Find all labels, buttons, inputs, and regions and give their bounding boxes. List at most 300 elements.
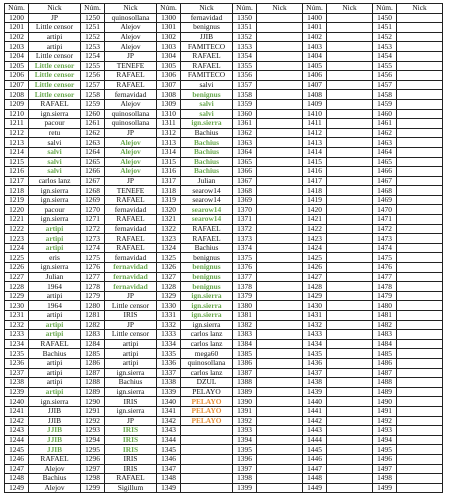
number-cell: 1335	[157, 349, 181, 359]
nick-cell	[257, 435, 303, 445]
number-cell: 1247	[5, 464, 29, 474]
number-cell: 1255	[81, 61, 105, 71]
nick-cell: Little censor	[29, 61, 81, 71]
number-cell: 1275	[81, 253, 105, 263]
nick-cell	[257, 349, 303, 359]
nick-cell: JP	[105, 51, 157, 61]
nick-cell	[327, 128, 373, 138]
nick-cell	[327, 109, 373, 119]
table-row	[5, 167, 443, 177]
number-cell: 1217	[5, 176, 29, 186]
nick-cell	[397, 13, 443, 23]
number-cell: 1457	[373, 80, 397, 90]
table-row	[5, 71, 443, 81]
nick-cell	[327, 32, 373, 42]
nick-cell	[257, 224, 303, 234]
table-row	[5, 263, 443, 273]
nick-cell	[397, 253, 443, 263]
nick-cell: Bachius	[29, 474, 81, 484]
number-cell: 1485	[373, 349, 397, 359]
nick-cell	[327, 119, 373, 129]
number-cell: 1388	[233, 378, 257, 388]
nick-cell: RAFAEL	[29, 454, 81, 464]
nick-cell: artipi	[29, 224, 81, 234]
nick-cell: salvi	[29, 138, 81, 148]
number-cell: 1332	[157, 320, 181, 330]
number-cell: 1349	[157, 483, 181, 493]
table-row	[5, 119, 443, 129]
table-row	[5, 282, 443, 292]
number-cell: 1479	[373, 291, 397, 301]
nick-cell	[257, 311, 303, 321]
number-cell: 1486	[373, 358, 397, 368]
nick-cell: IRIS	[105, 445, 157, 455]
number-cell: 1395	[233, 445, 257, 455]
nick-cell	[327, 167, 373, 177]
nick-cell: Alejov	[105, 23, 157, 33]
nick-cell: JJIB	[181, 32, 233, 42]
num-header: Núm.	[157, 4, 181, 14]
nick-cell	[327, 71, 373, 81]
nick-cell: ign.sierra	[29, 215, 81, 225]
number-cell: 1383	[233, 330, 257, 340]
number-cell: 1310	[157, 109, 181, 119]
number-cell: 1341	[157, 406, 181, 416]
number-cell: 1267	[81, 176, 105, 186]
number-cell: 1297	[81, 464, 105, 474]
number-cell: 1497	[373, 464, 397, 474]
nick-cell	[327, 358, 373, 368]
number-cell: 1262	[81, 128, 105, 138]
number-cell: 1404	[303, 51, 327, 61]
nick-cell: JJIB	[29, 406, 81, 416]
number-cell: 1442	[303, 416, 327, 426]
number-cell: 1437	[303, 368, 327, 378]
nick-cell: ign.sierra	[29, 397, 81, 407]
number-cell: 1259	[81, 99, 105, 109]
number-cell: 1414	[303, 147, 327, 157]
nick-cell: fernavidad	[105, 224, 157, 234]
number-cell: 1431	[303, 311, 327, 321]
nick-cell	[181, 474, 233, 484]
nick-cell	[397, 23, 443, 33]
number-cell: 1411	[303, 119, 327, 129]
nick-cell	[397, 51, 443, 61]
nick-cell: quinosollana	[105, 119, 157, 129]
nick-cell: Bachius	[181, 167, 233, 177]
number-cell: 1338	[157, 378, 181, 388]
table-row	[5, 157, 443, 167]
number-cell: 1215	[5, 157, 29, 167]
number-cell: 1480	[373, 301, 397, 311]
nick-cell	[257, 157, 303, 167]
number-cell: 1252	[81, 32, 105, 42]
number-cell: 1325	[157, 253, 181, 263]
number-cell: 1276	[81, 263, 105, 273]
nick-cell: Bachius	[29, 349, 81, 359]
number-cell: 1295	[81, 445, 105, 455]
number-cell: 1498	[373, 474, 397, 484]
nick-cell: ign.sierra	[105, 387, 157, 397]
nick-cell: pacour	[29, 119, 81, 129]
number-cell: 1416	[303, 167, 327, 177]
number-cell: 1410	[303, 109, 327, 119]
number-cell: 1269	[81, 195, 105, 205]
num-header: Núm.	[81, 4, 105, 14]
nick-cell	[327, 253, 373, 263]
table-row	[5, 224, 443, 234]
nick-cell: ign.sierra	[29, 195, 81, 205]
number-cell: 1386	[233, 358, 257, 368]
number-cell: 1499	[373, 483, 397, 493]
nick-cell: RAFAEL	[105, 234, 157, 244]
nick-cell: artipi	[29, 387, 81, 397]
number-cell: 1337	[157, 368, 181, 378]
nick-cell	[257, 13, 303, 23]
number-cell: 1345	[157, 445, 181, 455]
number-cell: 1239	[5, 387, 29, 397]
nick-cell: Alejov	[105, 167, 157, 177]
number-cell: 1242	[5, 416, 29, 426]
nick-cell: RAFAEL	[181, 224, 233, 234]
number-cell: 1224	[5, 243, 29, 253]
number-cell: 1246	[5, 454, 29, 464]
nick-cell: Alejov	[29, 464, 81, 474]
number-cell: 1261	[81, 119, 105, 129]
nick-cell: FAMITECO	[181, 71, 233, 81]
nick-cell	[257, 138, 303, 148]
number-cell: 1473	[373, 234, 397, 244]
nick-cell	[327, 406, 373, 416]
number-cell: 1438	[303, 378, 327, 388]
nick-cell: artipi	[29, 311, 81, 321]
number-cell: 1302	[157, 32, 181, 42]
nick-cell: PELAYO	[181, 416, 233, 426]
number-cell: 1413	[303, 138, 327, 148]
nick-cell	[397, 128, 443, 138]
number-cell: 1237	[5, 368, 29, 378]
number-cell: 1468	[373, 186, 397, 196]
number-cell: 1348	[157, 474, 181, 484]
number-cell: 1212	[5, 128, 29, 138]
table-row	[5, 358, 443, 368]
nick-cell	[257, 61, 303, 71]
table-row	[5, 147, 443, 157]
number-cell: 1292	[81, 416, 105, 426]
nick-cell: salvi	[181, 99, 233, 109]
nick-cell: fernavidad	[105, 263, 157, 273]
number-cell: 1209	[5, 99, 29, 109]
nick-cell: artipi	[29, 358, 81, 368]
nick-cell: ign.sierra	[181, 291, 233, 301]
number-cell: 1203	[5, 42, 29, 52]
number-cell: 1492	[373, 416, 397, 426]
nick-cell: IRIS	[105, 435, 157, 445]
number-cell: 1488	[373, 378, 397, 388]
nick-cell	[397, 99, 443, 109]
table-row	[5, 426, 443, 436]
nick-cell	[327, 435, 373, 445]
number-cell: 1475	[373, 253, 397, 263]
nick-cell: carlos lanz	[181, 330, 233, 340]
table-row	[5, 397, 443, 407]
number-cell: 1426	[303, 263, 327, 273]
number-cell: 1448	[303, 474, 327, 484]
number-cell: 1374	[233, 243, 257, 253]
number-cell: 1291	[81, 406, 105, 416]
nick-cell	[257, 464, 303, 474]
nick-cell: Alejov	[105, 157, 157, 167]
number-cell: 1476	[373, 263, 397, 273]
number-cell: 1453	[373, 42, 397, 52]
nick-cell	[257, 291, 303, 301]
nick-cell	[397, 138, 443, 148]
number-cell: 1449	[303, 483, 327, 493]
table-row	[5, 234, 443, 244]
nick-cell	[257, 109, 303, 119]
num-header: Núm.	[373, 4, 397, 14]
nick-cell: salvi	[29, 167, 81, 177]
number-cell: 1353	[233, 42, 257, 52]
number-cell: 1324	[157, 243, 181, 253]
number-cell: 1419	[303, 195, 327, 205]
number-cell: 1245	[5, 445, 29, 455]
number-cell: 1465	[373, 157, 397, 167]
nick-cell: ign.sierra	[105, 406, 157, 416]
number-cell: 1271	[81, 215, 105, 225]
number-cell: 1229	[5, 291, 29, 301]
number-cell: 1424	[303, 243, 327, 253]
number-cell: 1399	[233, 483, 257, 493]
nick-cell	[397, 32, 443, 42]
number-cell: 1391	[233, 406, 257, 416]
nick-cell: RAFAEL	[181, 51, 233, 61]
nick-cell	[257, 51, 303, 61]
number-cell: 1415	[303, 157, 327, 167]
nick-cell	[397, 483, 443, 493]
number-cell: 1323	[157, 234, 181, 244]
nick-cell	[397, 90, 443, 100]
number-cell: 1321	[157, 215, 181, 225]
nick-cell	[327, 215, 373, 225]
nick-cell: artipi	[29, 291, 81, 301]
nick-cell	[257, 358, 303, 368]
nick-cell	[397, 454, 443, 464]
table-body	[5, 13, 443, 493]
table-row	[5, 368, 443, 378]
number-cell: 1210	[5, 109, 29, 119]
number-cell: 1487	[373, 368, 397, 378]
number-cell: 1422	[303, 224, 327, 234]
number-cell: 1300	[157, 13, 181, 23]
number-cell: 1208	[5, 90, 29, 100]
number-cell: 1283	[81, 330, 105, 340]
nick-cell: RAFAEL	[29, 339, 81, 349]
number-cell: 1279	[81, 291, 105, 301]
number-cell: 1265	[81, 157, 105, 167]
number-cell: 1463	[373, 138, 397, 148]
number-cell: 1378	[233, 282, 257, 292]
number-cell: 1363	[233, 138, 257, 148]
nick-cell	[257, 282, 303, 292]
nick-cell	[181, 483, 233, 493]
nick-cell: artipi	[29, 320, 81, 330]
nick-cell	[397, 387, 443, 397]
nick-cell: artipi	[105, 349, 157, 359]
nick-cell: quinosollana	[105, 13, 157, 23]
nick-cell	[257, 272, 303, 282]
table-row	[5, 349, 443, 359]
nick-cell: Bachius	[105, 378, 157, 388]
nick-cell: Alejov	[105, 32, 157, 42]
number-cell: 1459	[373, 99, 397, 109]
number-cell: 1371	[233, 215, 257, 225]
nick-cell: RAFAEL	[181, 234, 233, 244]
nick-cell	[327, 311, 373, 321]
nick-cell	[397, 311, 443, 321]
table-row	[5, 99, 443, 109]
table-row	[5, 51, 443, 61]
number-cell: 1351	[233, 23, 257, 33]
nick-cell: ign.sierra	[29, 109, 81, 119]
number-cell: 1244	[5, 435, 29, 445]
nick-cell	[257, 426, 303, 436]
nick-cell	[327, 13, 373, 23]
number-cell: 1317	[157, 176, 181, 186]
number-cell: 1313	[157, 138, 181, 148]
nick-cell	[327, 195, 373, 205]
number-cell: 1304	[157, 51, 181, 61]
nick-cell: DZUL	[181, 378, 233, 388]
number-cell: 1396	[233, 454, 257, 464]
number-cell: 1243	[5, 426, 29, 436]
nick-cell: artipi	[29, 378, 81, 388]
nick-cell: Little censor	[29, 71, 81, 81]
number-cell: 1380	[233, 301, 257, 311]
number-cell: 1490	[373, 397, 397, 407]
number-cell: 1268	[81, 186, 105, 196]
number-cell: 1206	[5, 71, 29, 81]
nick-cell	[397, 234, 443, 244]
nick-cell: Little censor	[29, 90, 81, 100]
number-cell: 1258	[81, 90, 105, 100]
nick-cell	[397, 291, 443, 301]
nick-cell: TENEFE	[105, 61, 157, 71]
nick-cell	[327, 157, 373, 167]
nick-cell	[327, 416, 373, 426]
number-nick-table	[4, 3, 443, 493]
nick-cell: Little censor	[29, 23, 81, 33]
nick-cell: eris	[29, 253, 81, 263]
table-row	[5, 320, 443, 330]
number-cell: 1272	[81, 224, 105, 234]
number-cell: 1282	[81, 320, 105, 330]
number-cell: 1248	[5, 474, 29, 484]
table-row	[5, 301, 443, 311]
table-row	[5, 291, 443, 301]
num-header: Núm.	[233, 4, 257, 14]
nick-cell: JJIB	[29, 435, 81, 445]
nick-cell: carlos lanz	[29, 176, 81, 186]
nick-cell: artipi	[29, 32, 81, 42]
nick-cell: Alejov	[29, 483, 81, 493]
number-cell: 1240	[5, 397, 29, 407]
number-cell: 1232	[5, 320, 29, 330]
nick-cell	[397, 42, 443, 52]
nick-cell	[257, 195, 303, 205]
number-cell: 1417	[303, 176, 327, 186]
number-cell: 1264	[81, 147, 105, 157]
nick-cell	[327, 51, 373, 61]
nick-cell	[257, 99, 303, 109]
number-cell: 1387	[233, 368, 257, 378]
nick-cell: ign.sierra	[181, 311, 233, 321]
table-row	[5, 464, 443, 474]
number-cell: 1375	[233, 253, 257, 263]
table-row	[5, 42, 443, 52]
number-cell: 1458	[373, 90, 397, 100]
nick-cell	[257, 483, 303, 493]
nick-cell: searow14	[181, 195, 233, 205]
nick-cell: carlos lanz	[181, 339, 233, 349]
nick-cell: benignus	[181, 253, 233, 263]
nick-cell	[327, 474, 373, 484]
header-row	[5, 4, 443, 14]
number-cell: 1309	[157, 99, 181, 109]
nick-cell	[327, 42, 373, 52]
number-cell: 1409	[303, 99, 327, 109]
number-cell: 1478	[373, 282, 397, 292]
nick-cell: ign.sierra	[29, 263, 81, 273]
nick-cell	[397, 263, 443, 273]
nick-cell	[397, 224, 443, 234]
number-cell: 1284	[81, 339, 105, 349]
number-cell: 1372	[233, 224, 257, 234]
number-cell: 1211	[5, 119, 29, 129]
nick-cell: Little censor	[29, 80, 81, 90]
nick-cell	[257, 71, 303, 81]
nick-cell	[257, 215, 303, 225]
number-cell: 1334	[157, 339, 181, 349]
nick-cell	[327, 243, 373, 253]
number-cell: 1201	[5, 23, 29, 33]
nick-cell: artipi	[29, 330, 81, 340]
nick-header: Nick	[397, 4, 443, 14]
nick-cell	[327, 234, 373, 244]
number-cell: 1493	[373, 426, 397, 436]
number-cell: 1397	[233, 464, 257, 474]
nick-cell: ign.sierra	[181, 320, 233, 330]
number-cell: 1418	[303, 186, 327, 196]
number-cell: 1369	[233, 195, 257, 205]
nick-cell	[257, 416, 303, 426]
number-cell: 1379	[233, 291, 257, 301]
number-cell: 1286	[81, 358, 105, 368]
nick-cell: PELAYO	[181, 387, 233, 397]
nick-cell	[327, 61, 373, 71]
number-cell: 1447	[303, 464, 327, 474]
table-row	[5, 387, 443, 397]
number-cell: 1298	[81, 474, 105, 484]
nick-cell: RAFAEL	[105, 80, 157, 90]
nick-cell: ign.sierra	[29, 186, 81, 196]
table-row	[5, 13, 443, 23]
nick-cell	[327, 147, 373, 157]
nick-cell	[397, 243, 443, 253]
number-cell: 1278	[81, 282, 105, 292]
nick-cell: JJIB	[29, 426, 81, 436]
nick-cell: RAFAEL	[105, 215, 157, 225]
